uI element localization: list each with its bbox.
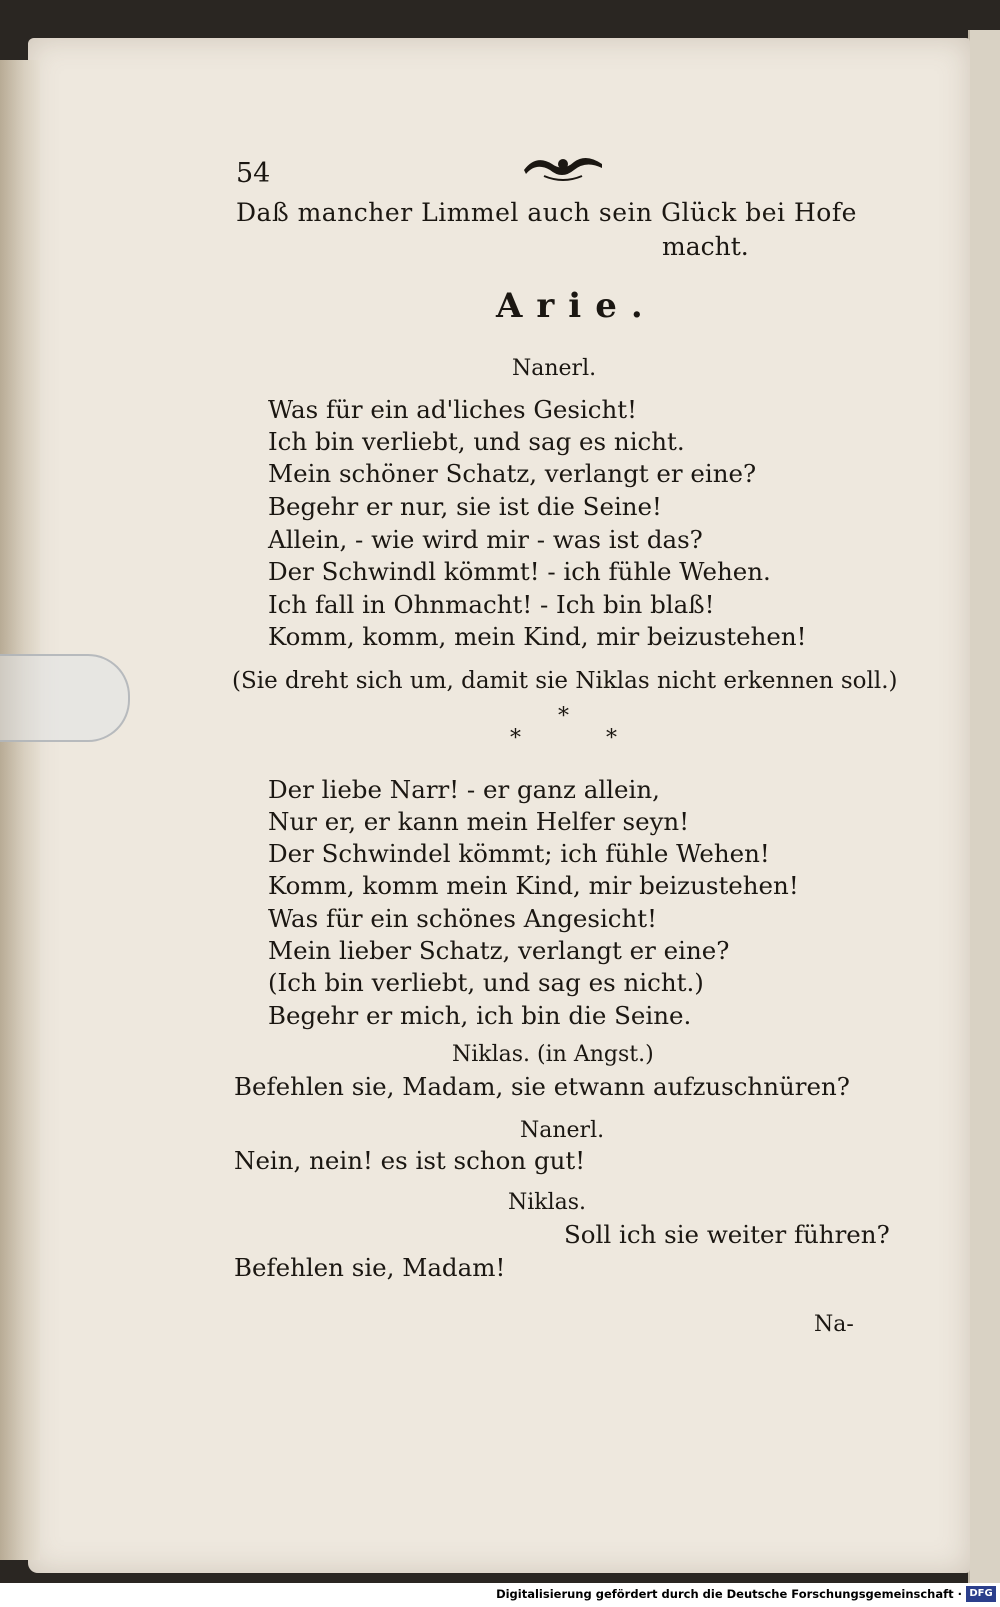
asterism-star: * [510, 726, 521, 751]
verse-line: Der Schwindl kömmt! - ich fühle Wehen. [268, 557, 771, 586]
asterism-star: * [558, 704, 569, 729]
ornament-icon [522, 150, 604, 184]
catchword: Na- [814, 1312, 854, 1337]
verse-line: Nur er, er kann mein Helfer seyn! [268, 807, 690, 836]
speaker-name: Niklas. (in Angst.) [452, 1042, 654, 1067]
dialogue-line: Soll ich sie weiter führen? [564, 1220, 890, 1249]
verse-line: Mein schöner Schatz, verlangt er eine? [268, 459, 757, 488]
verse-line: Was für ein ad'liches Gesicht! [268, 395, 637, 424]
speaker-name: Nanerl. [512, 356, 597, 381]
speaker-name: Niklas. [508, 1190, 587, 1215]
asterism-star: * [606, 726, 617, 751]
verse-line: Begehr er mich, ich bin die Seine. [268, 1001, 692, 1030]
page-number: 54 [236, 158, 271, 189]
dialogue-line: Befehlen sie, Madam! [234, 1253, 506, 1282]
speaker-name: Nanerl. [520, 1118, 605, 1143]
verse-line: Der Schwindel kömmt; ich fühle Wehen! [268, 839, 770, 868]
verse-line: Der liebe Narr! - er ganz allein, [268, 775, 660, 804]
dfg-logo: DFG [966, 1586, 996, 1602]
running-line: Daß mancher Limmel auch sein Glück bei Hofe [236, 198, 857, 227]
verse-line: Allein, - wie wird mir - was ist das? [268, 525, 703, 554]
stage-direction: (Sie dreht sich um, damit sie Niklas nicht erkennen soll.) [232, 668, 898, 694]
verse-line: Komm, komm, mein Kind, mir beizustehen! [268, 622, 807, 651]
page-stack-edge [0, 60, 40, 1560]
section-title: Arie. [496, 286, 657, 326]
verse-line: Begehr er nur, sie ist die Seine! [268, 492, 662, 521]
funding-notice: Digitalisierung gefördert durch die Deutsche Forschungsgemeinschaft · [496, 1587, 962, 1601]
dialogue-line: Befehlen sie, Madam, sie etwann aufzuschnüren? [234, 1072, 850, 1101]
dialogue-line: Nein, nein! es ist schon gut! [234, 1146, 586, 1175]
verse-line: (Ich bin verliebt, und sag es nicht.) [268, 968, 704, 997]
running-line-continuation: macht. [662, 232, 749, 261]
verse-line: Was für ein schönes Angesicht! [268, 904, 657, 933]
verse-line: Ich bin verliebt, und sag es nicht. [268, 427, 685, 456]
page-clip [0, 654, 130, 742]
next-page-edge [968, 30, 1000, 1583]
verse-line: Ich fall in Ohnmacht! - Ich bin blaß! [268, 590, 715, 619]
verse-line: Mein lieber Schatz, verlangt er eine? [268, 936, 730, 965]
verse-line: Komm, komm mein Kind, mir beizustehen! [268, 871, 799, 900]
